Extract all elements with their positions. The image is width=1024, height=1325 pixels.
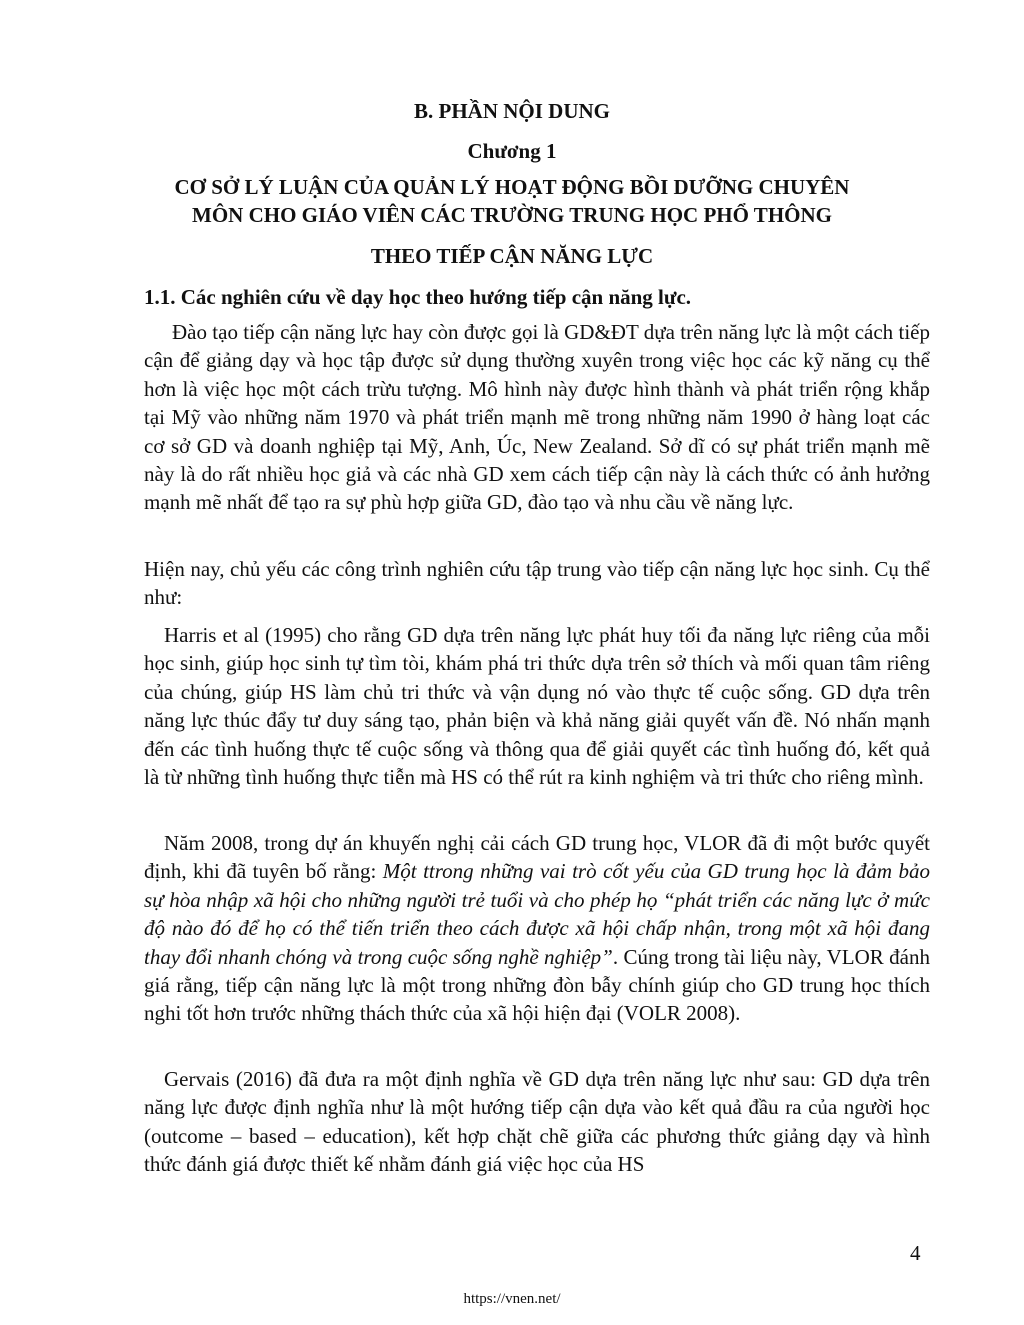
page-number: 4 — [910, 1241, 921, 1265]
footer-url[interactable]: https://vnen.net/ — [463, 1291, 561, 1307]
paragraph-4-quote: Một ttrong những vai trò cốt yếu của GD trung học là đảm bảo sự hòa nhập xã hội cho những người trẻ tuổi và cho phép họ “phát triển các năng lực ở mức độ nào đó để họ có thể tiến triển theo cách được xã hội chấp nhận, trong một xã hội đang thay đổi nhanh chóng và trong cuộc sống nghề nghiệp” — [144, 859, 930, 969]
paragraph-5: Gervais (2016) đã đưa ra một định nghĩa về GD dựa trên năng lực như sau: GD dựa trên năng lực được định nghĩa như là một hướng tiếp cận dựa vào kết quả đầu ra của người học (outcome – based – education), kết hợp chặt chẽ giữa các phương thức giảng dạy và hình thức đánh giá được thiết kế nhằm đánh giá việc học của HS — [144, 1067, 930, 1177]
chapter-title-line-1: CƠ SỞ LÝ LUẬN CỦA QUẢN LÝ HOẠT ĐỘNG BỒI DƯỠNG CHUYÊN — [174, 175, 850, 199]
paragraph-2: Hiện nay, chủ yếu các công trình nghiên cứu tập trung vào tiếp cận năng lực học sinh. Cụ thể như: — [144, 557, 930, 610]
part-heading: B. PHẦN NỘI DUNG — [413, 99, 610, 123]
chapter-label: Chương 1 — [467, 139, 557, 163]
paragraph-4-conclusion: . Cúng trong tài liệu này, VLOR đánh giá rằng, tiếp cận năng lực là một trong những đòn bẫy chính giúp cho GD trung học thích nghi tốt hơn trước những thách thức của xã hội hiện đại (VOLR 2008). — [144, 944, 931, 1026]
paragraph-1: Đào tạo tiếp cận năng lực hay còn được gọi là GD&ĐT dựa trên năng lực là một cách tiếp cận để giảng dạy và học tập được sử dụng thường xuyên trong việc học các kỹ năng cụ thể hơn là việc học một cách trừu tượng. Mô hình này được hình thành và phát triển rộng khắp tại Mỹ vào những năm 1970 và phát triển mạnh mẽ trong những năm 1990 ở hàng loạt các cơ sở GD và doanh nghiệp tại Mỹ, Anh, Úc, New Zealand. Sở dĩ có sự phát triển mạnh mẽ này là do rất nhiều học giả và các nhà GD xem cách tiếp cận này là cách thức có ảnh hưởng mạnh mẽ nhất để tạo ra sự phù hợp giữa GD, đào tạo và nhu cầu về năng lực. — [144, 320, 930, 515]
chapter-title-line-2: MÔN CHO GIÁO VIÊN CÁC TRƯỜNG TRUNG HỌC PHỔ THÔNG — [192, 203, 832, 227]
section-title: 1.1. Các nghiên cứu về dạy học theo hướng tiếp cận năng lực. — [144, 285, 692, 309]
paragraph-4-intro: Năm 2008, trong dự án khuyến nghị cải cách GD trung học, VLOR đã đi một bước quyết định, khi đã tuyên bố rằng: — [144, 831, 930, 884]
chapter-title-line-3: THEO TIẾP CẬN NĂNG LỰC — [370, 244, 654, 268]
paragraph-4 — [144, 829, 930, 1028]
paragraph-3: Harris et al (1995) cho rằng GD dựa trên năng lực phát huy tối đa năng lực riêng của mỗi học sinh, giúp học sinh tự tìm tòi, khám phá tri thức dựa trên sở thích và mối quan tâm riêng của chúng, giúp HS làm chủ tri thức và vận dụng nó vào thực tế cuộc sống. GD dựa trên năng lực thúc đẩy tư duy sáng tạo, phản biện và khả năng giải quyết vấn đề. Nó nhấn mạnh đến các tình huống thực tế cuộc sống và thông qua để giải quyết các tình huống đó, kết quả là từ những tình huống thực tiễn mà HS có thể rút ra kinh nghiệm và tri thức cho riêng mình. — [144, 623, 930, 790]
